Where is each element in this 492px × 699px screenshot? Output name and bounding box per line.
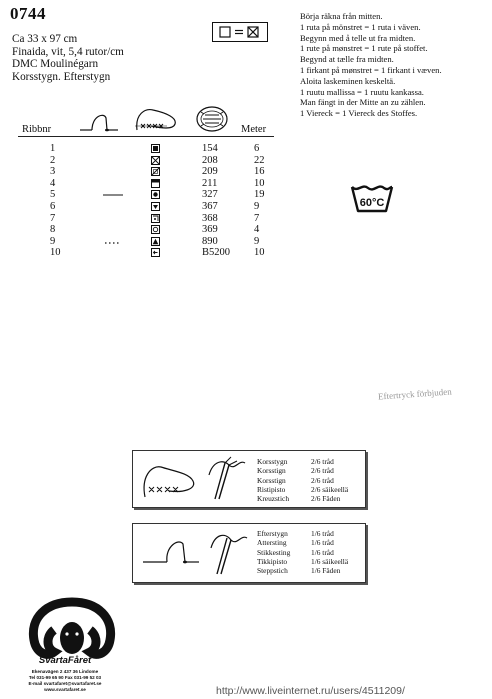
color-key-row [18, 189, 283, 201]
dmc-color-number: 327 [202, 189, 218, 201]
strand-count: 2/6 Fäden [311, 494, 341, 504]
cross-stitch-needle-icon [131, 104, 181, 136]
instruction-line: 1 firkant på mønstret = 1 firkant i væven. [300, 64, 442, 75]
brand-name: SvartaFåret [38, 655, 92, 666]
dmc-color-number: 154 [202, 143, 218, 154]
detail-size: Ca 33 x 97 cm [12, 33, 78, 45]
column-header-meter: Meter [241, 124, 267, 135]
strand-count: 2/6 tråd [311, 475, 334, 485]
source-url-link[interactable]: http://www.liveinternet.ru/users/4511209/ [216, 685, 405, 697]
chart-symbol-icon [151, 144, 160, 153]
meter-amount: 22 [254, 154, 265, 166]
thread-count-line [257, 485, 348, 494]
strand-count: 2/6 tråd [311, 457, 334, 466]
chart-symbol-icon [151, 202, 160, 211]
thread-count-line [257, 566, 348, 575]
meter-amount: 4 [254, 224, 260, 236]
color-key-row [18, 201, 283, 213]
instruction-line: 1 ruutu mallissa = 1 ruutu kankassa. [300, 86, 424, 97]
one-square-equals-cross-icon [212, 22, 268, 42]
meter-amount: 10 [254, 177, 265, 189]
instruction-line: Begynd at tælle fra midten. [300, 54, 394, 65]
header-rule [18, 136, 274, 137]
detail-stitches: Korsstygn. Efterstygn [12, 70, 111, 83]
chart-symbol-icon [151, 167, 160, 176]
strand-count: 1/6 Fäden [311, 566, 341, 576]
detail-yarn: DMC Moulinégarn [12, 58, 99, 71]
back-stitch-panel [132, 523, 366, 583]
stitch-name: Steppstich [257, 566, 288, 576]
thread-count-line [257, 557, 348, 566]
row-number: 2 [50, 154, 56, 166]
color-key-row [18, 213, 283, 225]
dmc-color-number: 890 [202, 235, 218, 247]
row-number: 1 [50, 143, 56, 154]
dmc-color-number: 369 [202, 224, 218, 236]
meter-amount: 7 [254, 212, 260, 224]
thread-count-line [257, 529, 348, 538]
thread-count-line [257, 548, 348, 557]
stitch-name: Korsstygn [257, 457, 288, 466]
row-number: 4 [50, 177, 56, 189]
color-key-row [18, 224, 283, 236]
color-key-row [18, 155, 283, 167]
stitch-name: Kreuzstich [257, 494, 290, 504]
color-key-row [18, 166, 283, 178]
stitch-name: Tikkipisto [257, 556, 288, 566]
thread-count-line [257, 538, 348, 547]
backstitch-needle-icon [80, 108, 120, 136]
counting-instructions [300, 11, 442, 119]
chart-symbol-icon [151, 225, 160, 234]
instruction-line: 1 ruta på mönstret = 1 ruta i väven. [300, 21, 421, 32]
stitch-name: Stikkesting [257, 547, 291, 557]
copyright-watermark: Eftertryck förbjuden [377, 386, 452, 402]
instruction-line: Börja räkna från mitten. [300, 11, 383, 21]
dmc-color-number: 209 [202, 166, 218, 178]
strand-count: 1/6 tråd [311, 529, 334, 538]
dmc-color-number: 211 [202, 177, 218, 189]
stitch-name: Ristipisto [257, 484, 286, 494]
pattern-number: 0744 [10, 4, 46, 23]
row-number: 3 [50, 166, 56, 178]
strand-count: 1/6 säikeellä [311, 556, 349, 566]
stitch-name: Korsstign [257, 475, 286, 485]
back-stitch-thread-list [257, 529, 348, 575]
color-key-row [18, 143, 283, 155]
thread-count-line [257, 476, 348, 485]
strand-count: 1/6 tråd [311, 538, 334, 548]
pattern-details [12, 33, 124, 83]
column-header-ribbnr: Ribbnr [22, 124, 52, 135]
chart-symbol-icon [151, 156, 160, 165]
strand-count: 2/6 säikeellä [311, 484, 349, 494]
thread-count-line [257, 457, 348, 466]
row-number: 8 [50, 224, 56, 236]
chart-symbol-icon [151, 237, 160, 246]
meter-amount: 9 [254, 235, 260, 247]
strand-count: 2/6 tråd [311, 466, 334, 476]
color-key-table [18, 143, 283, 259]
brand-web-line: www.svartafaret.se [44, 687, 86, 692]
cross-stitch-thread-list [257, 457, 348, 503]
wash-temperature: 60°C [359, 197, 385, 209]
back-stitch-illustration-icon [139, 528, 251, 578]
instruction-line: Begynn med å telle ut fra midten. [300, 32, 416, 43]
thread-count-line [257, 494, 348, 503]
wash-60-icon [350, 179, 394, 215]
meter-amount: 10 [254, 247, 265, 259]
dmc-color-number: B5200 [202, 247, 231, 259]
dmc-color-number: 208 [202, 154, 218, 166]
dmc-logo-icon [196, 106, 228, 132]
color-key-row [18, 178, 283, 190]
instruction-line: 1 rute på mønstret = 1 rute på stoffet. [300, 43, 428, 54]
instruction-line: Aloita laskeminen keskeltä. [300, 75, 396, 86]
stitch-name: Korsstign [257, 466, 286, 476]
dmc-color-number: 367 [202, 200, 218, 212]
stitch-name: Attersting [257, 538, 287, 548]
meter-amount: 9 [254, 200, 260, 212]
row-number: 5 [50, 189, 56, 201]
row-number: 10 [50, 247, 61, 259]
instruction-line: Man fängt in der Mitte an zu zählen. [300, 97, 426, 108]
color-key-row [18, 236, 283, 248]
meter-amount: 16 [254, 166, 265, 178]
brand-email-line: E-mail svartafaret@svartafaret.se [28, 681, 102, 686]
chart-symbol-icon [151, 179, 160, 188]
meter-amount: 6 [254, 143, 260, 154]
stitch-name: Efterstygn [257, 529, 288, 538]
cross-stitch-panel [132, 450, 366, 508]
row-number: 7 [50, 212, 56, 224]
row-number: 9 [50, 235, 56, 247]
chart-symbol-icon [151, 248, 160, 257]
chart-symbol-icon [151, 214, 160, 223]
brand-phone-line: Tel 031-99 65 90 Fax 031-99 52 03 [28, 675, 102, 680]
meter-amount: 19 [254, 189, 265, 201]
thread-count-line [257, 466, 348, 475]
row-number: 6 [50, 200, 56, 212]
strand-count: 1/6 tråd [311, 547, 334, 557]
brand-address-line: Ekenavägen 2 437 36 Lindome [31, 669, 99, 674]
cross-stitch-illustration-icon [139, 455, 251, 503]
chart-symbol-icon [151, 190, 160, 199]
instruction-line: 1 Viereck = 1 Viereck des Stoffes. [300, 108, 418, 119]
color-key-row [18, 247, 283, 259]
dmc-color-number: 368 [202, 212, 218, 224]
detail-fabric: Finaida, vit, 5,4 rutor/cm [12, 45, 124, 58]
